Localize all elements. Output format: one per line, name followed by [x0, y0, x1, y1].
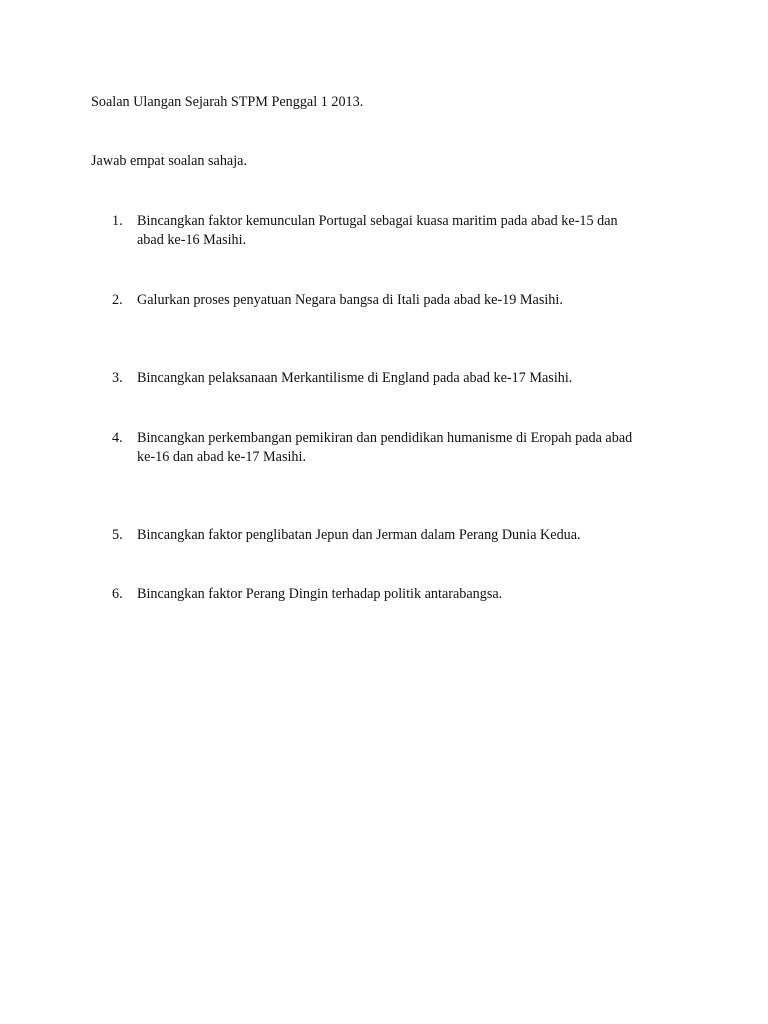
- question-text: [137, 369, 672, 388]
- question-number: 2.: [112, 292, 123, 308]
- question-text-line: Bincangkan pelaksanaan Merkantilisme di England pada abad ke-17 Masihi.: [137, 370, 573, 386]
- question-text-line: Bincangkan faktor Perang Dingin terhadap politik antarabangsa.: [137, 586, 503, 602]
- question-text: [137, 429, 672, 467]
- question-text-line: Bincangkan perkembangan pemikiran dan pendidikan humanisme di Eropah pada abad: [137, 430, 633, 446]
- question-text: [137, 526, 672, 545]
- question-text: [137, 585, 672, 604]
- question-number: 1.: [112, 213, 123, 229]
- question-text: [137, 291, 672, 310]
- question-text-line: ke-16 dan abad ke-17 Masihi.: [137, 449, 307, 465]
- question-text-line: abad ke-16 Masihi.: [137, 232, 247, 248]
- question-text-line: Bincangkan faktor kemunculan Portugal sebagai kuasa maritim pada abad ke-15 dan: [137, 213, 618, 229]
- question-text-line: Galurkan proses penyatuan Negara bangsa di Itali pada abad ke-19 Masihi.: [137, 292, 563, 308]
- document-title: Soalan Ulangan Sejarah STPM Penggal 1 2013.: [91, 94, 364, 110]
- question-number: 4.: [112, 430, 123, 446]
- question-number: 3.: [112, 370, 123, 386]
- question-text-line: Bincangkan faktor penglibatan Jepun dan Jerman dalam Perang Dunia Kedua.: [137, 527, 581, 543]
- question-number: 5.: [112, 527, 123, 543]
- question-text: [137, 212, 672, 250]
- instruction-text: Jawab empat soalan sahaja.: [91, 153, 248, 169]
- question-number: 6.: [112, 586, 123, 602]
